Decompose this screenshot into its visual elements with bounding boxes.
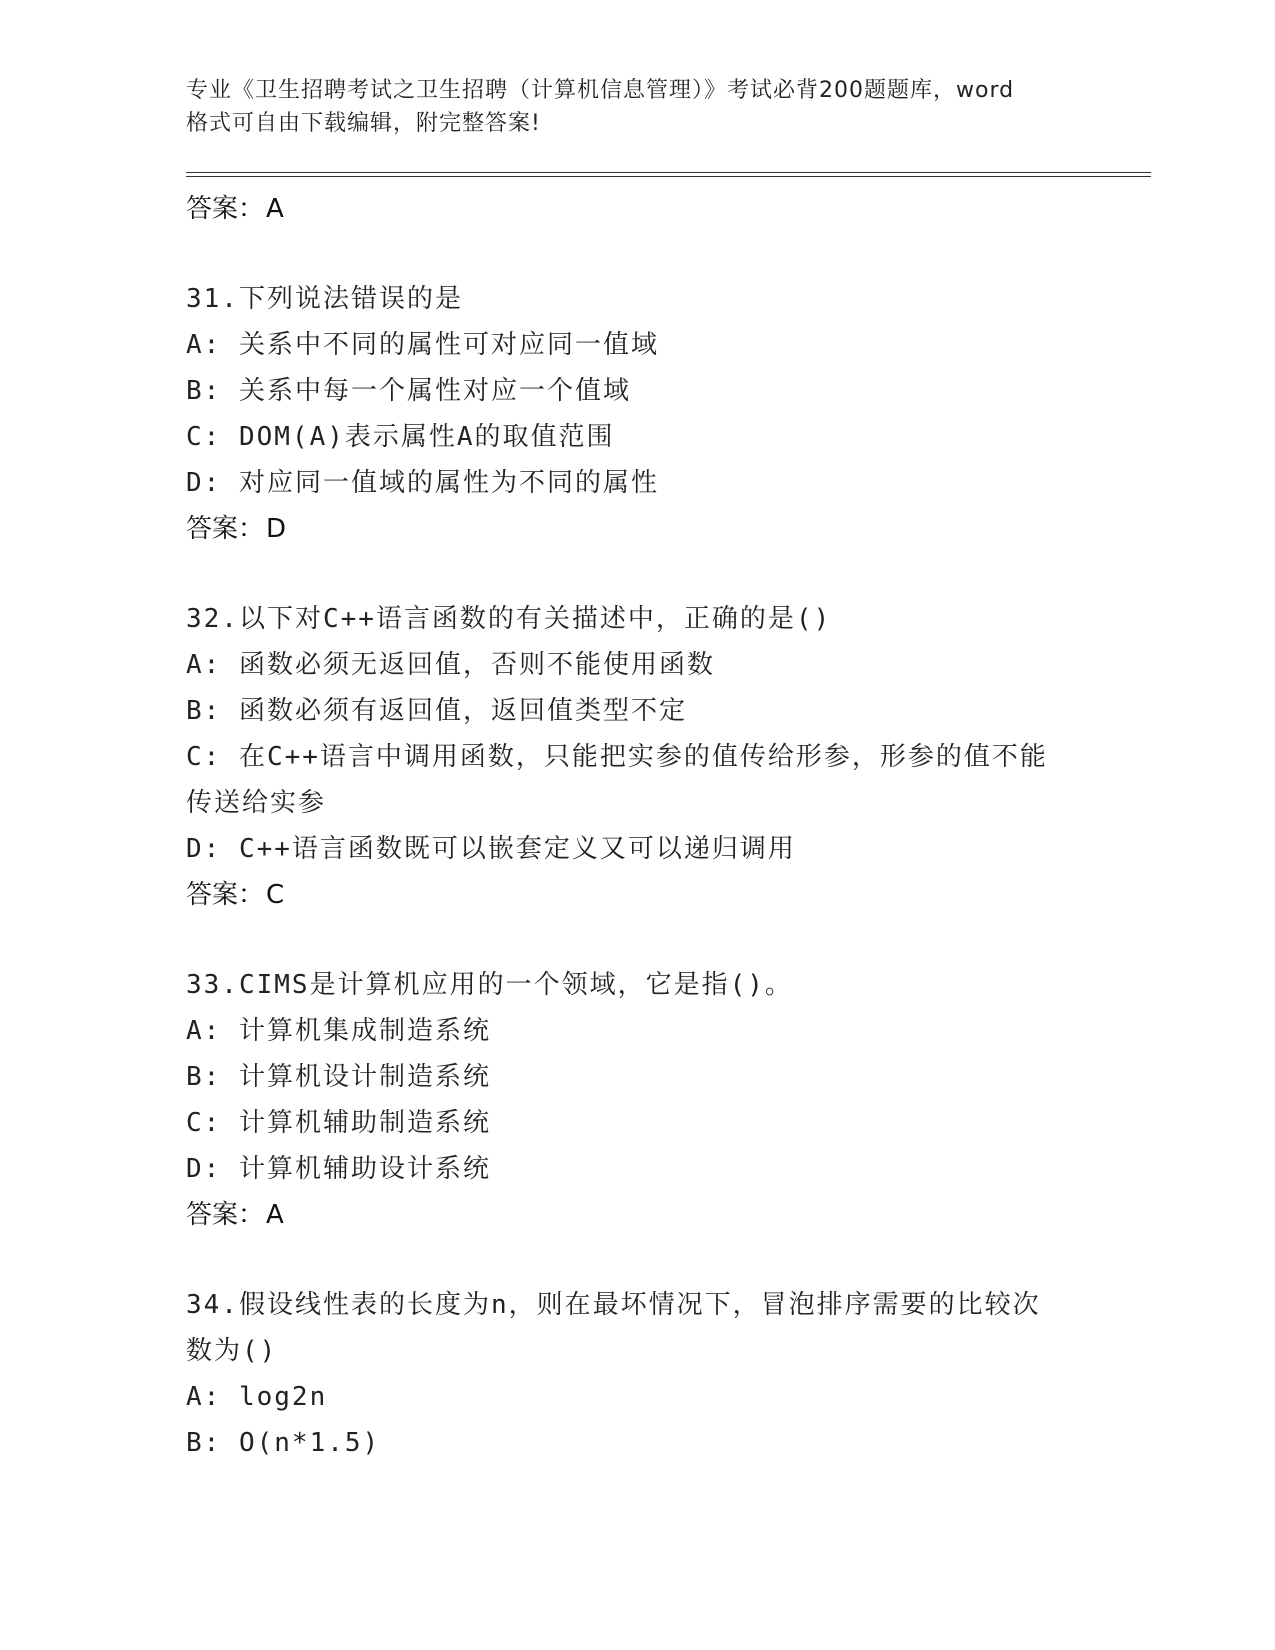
question-32 [186,596,1086,918]
question-list [186,186,1086,1466]
header-divider-2 [186,176,1151,177]
answer-line [186,872,1086,918]
option-b: B: 关系中每一个属性对应一个值域 [186,376,631,406]
answer-label: 答案： [186,880,265,910]
option-a: A: 计算机集成制造系统 [186,1016,491,1046]
question-31 [186,276,1086,552]
answer-label: 答案： [186,1200,265,1230]
answer-value: C [266,880,285,910]
option-b: B: 函数必须有返回值，返回值类型不定 [186,696,687,726]
option-a: A: 函数必须无返回值，否则不能使用函数 [186,650,715,680]
option-b: B: O(n*1.5) [186,1428,381,1458]
answer-line [186,186,1086,232]
header-line-1: 专业《卫生招聘考试之卫生招聘（计算机信息管理）》考试必背200题题库，word [186,78,1015,103]
question-stem: 34.假设线性表的长度为n，则在最坏情况下，冒泡排序需要的比较次数为() [186,1290,1041,1366]
question-34 [186,1282,1086,1466]
header-line-2: 格式可自由下载编辑，附完整答案! [186,111,541,136]
option-c: C: DOM(A)表示属性A的取值范围 [186,422,615,452]
answer-value: A [266,1200,284,1230]
option-d: D: C++语言函数既可以嵌套定义又可以递归调用 [186,834,796,864]
option-d: D: 对应同一值域的属性为不同的属性 [186,468,659,498]
answer-value: D [266,514,287,544]
answer-label: 答案： [186,194,265,224]
answer-line [186,1192,1086,1238]
question-stem: 33.CIMS是计算机应用的一个领域，它是指()。 [186,970,793,1000]
option-c: C: 在C++语言中调用函数，只能把实参的值传给形参，形参的值不能传送给实参 [186,742,1048,818]
question-stem: 32.以下对C++语言函数的有关描述中，正确的是() [186,604,832,634]
header-divider [186,172,1151,173]
answer-value: A [266,194,284,224]
option-a: A: log2n [186,1382,328,1412]
option-b: B: 计算机设计制造系统 [186,1062,491,1092]
answer-line [186,506,1086,552]
option-d: D: 计算机辅助设计系统 [186,1154,491,1184]
answer-label: 答案： [186,514,265,544]
question-33 [186,962,1086,1238]
question-stem: 31.下列说法错误的是 [186,284,463,314]
option-a: A: 关系中不同的属性可对应同一值域 [186,330,659,360]
document-header [186,74,1086,140]
option-c: C: 计算机辅助制造系统 [186,1108,491,1138]
